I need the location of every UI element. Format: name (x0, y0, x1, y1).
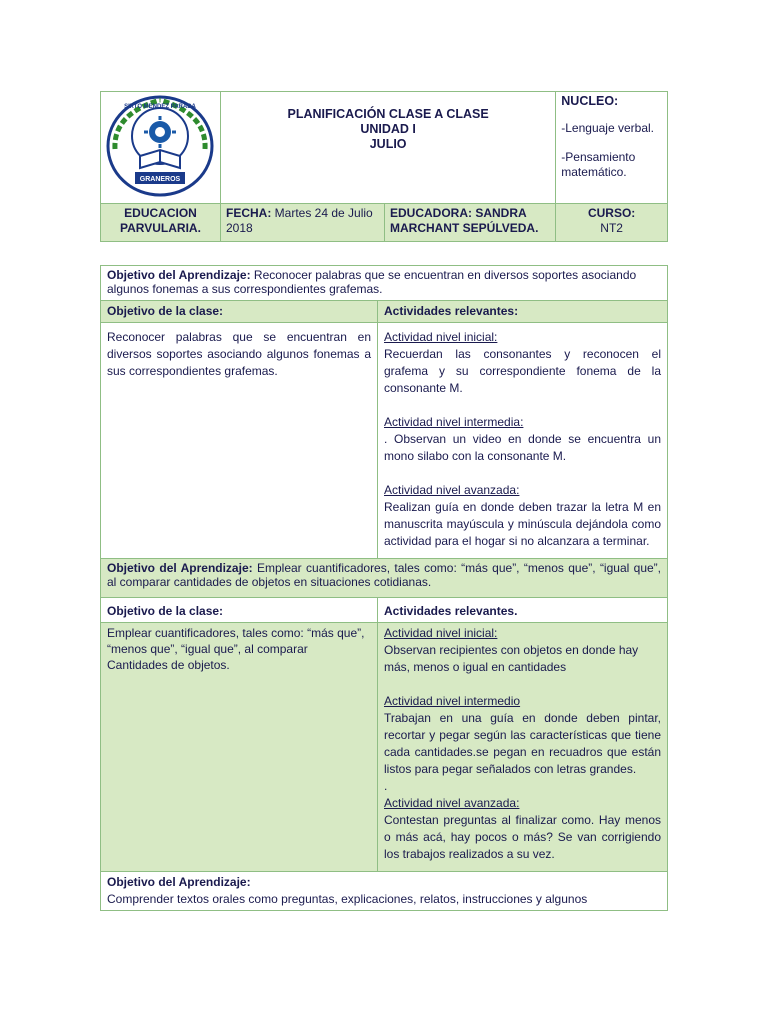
activity-text: . Observan un video en donde se encuentra un mono silabo con la consonante M. (384, 432, 661, 463)
curso-cell (556, 204, 668, 242)
activity-text: Contestan preguntas al finalizar como. Hay menos o más acá, hay pocos o más? Se van corrigiendo los trabajos realizados a su vez. (384, 813, 661, 861)
activity-title: Actividad nivel avanzada: (384, 796, 520, 810)
logo-cell (101, 92, 221, 204)
title-line-2: UNIDAD I (360, 122, 416, 136)
nucleo-item: -Lenguaje verbal. (561, 121, 654, 135)
activity-text: Realizan guía en donde deben trazar la letra M en manuscrita mayúscula y minúscula dejándola como actividad para el hogar si no alcanzara a terminar. (384, 500, 661, 548)
activities-list: Actividad nivel inicial: Observan recipientes con objetos en donde hay más, menos o igual en cantidades Actividad nivel intermedio Trabajan en una guía en donde deben pintar, recortar y pegar según las características que tiene cada cantidades.se pegan en recuadros que están listos para pegar señalados con letras grandes. . Actividad nivel avanzada: Contestan preguntas al finalizar como. Hay menos o más acá, hay pocos o más? Se van corrigiendo los trabajos realizados a su vez. (384, 626, 661, 861)
fecha-educadora-cell (220, 204, 555, 242)
nucleo-label: NUCLEO: (561, 94, 619, 108)
objective-text: Reconocer palabras que se encuentran en diversos soportes asociando algunos fonemas a sus correspondientes grafemas. (107, 268, 637, 296)
curso-value: NT2 (600, 221, 623, 235)
activities-header: Actividades relevantes. (384, 604, 518, 618)
level-cell: EDUCACION PARVULARIA. (101, 204, 221, 242)
svg-text:SIXTO MENDEZ PARADA: SIXTO MENDEZ PARADA (124, 104, 196, 110)
section-body-1 (101, 323, 667, 559)
objective-label: Objetivo del Aprendizaje: (107, 875, 251, 889)
class-objective-header: Objetivo de la clase: (101, 598, 378, 622)
title-cell (220, 92, 555, 204)
nucleo-item: -Pensamiento matemático. (561, 150, 636, 179)
fecha-cell (221, 204, 385, 241)
objective-text: Comprender textos orales como preguntas, explicaciones, relatos, instrucciones y algunos (107, 892, 588, 906)
column-headers-2 (101, 598, 667, 623)
activities-header: Actividades relevantes: (384, 304, 519, 318)
curso-label: CURSO: (587, 206, 636, 220)
learning-objective-2 (101, 559, 667, 598)
activity-text: Observan recipientes con objetos en donde hay más, menos o igual en cantidades (384, 643, 639, 674)
learning-objective-3 (101, 872, 667, 910)
svg-text:GRANEROS: GRANEROS (139, 176, 181, 183)
title-line-1: PLANIFICACIÓN CLASE A CLASE (287, 107, 489, 121)
fecha-value: Martes 24 de Julio 2018 (225, 206, 373, 235)
activities-list (378, 323, 667, 558)
school-logo (105, 94, 215, 198)
activity-title: Actividad nivel avanzada: (384, 483, 520, 497)
educadora-cell: EDUCADORA: SANDRA MARCHANT SEPÚLVEDA. (389, 206, 539, 235)
header-table (100, 91, 668, 242)
fecha-label: FECHA: (225, 206, 272, 220)
column-headers-1 (101, 301, 667, 323)
activity-title: Actividad nivel intermedio (384, 694, 521, 708)
objective-label: Objetivo del Aprendizaje: (107, 561, 253, 575)
activity-text: Recuerdan las consonantes y reconocen el grafema y su correspondiente fonema de la consonante M. (384, 347, 661, 395)
activity-title: Actividad nivel intermedia: (384, 415, 524, 429)
objective-label: Objetivo del Aprendizaje: (107, 268, 251, 282)
class-objective-header: Objetivo de la clase: (101, 301, 378, 322)
section-body-2 (101, 623, 667, 872)
activity-text: Trabajan en una guía en donde deben pintar, recortar y pegar según las características que tiene cada cantidades.se pegan en recuadros que están listos para pegar señalados con letras grandes. (384, 711, 661, 776)
activity-title: Actividad nivel inicial: (384, 626, 498, 640)
objective-text: Emplear cuantificadores, tales como: “más que”, “menos que”, “igual que”, al comparar cantidades de objetos en situaciones cotidianas. (107, 561, 661, 589)
nucleo-cell (556, 92, 668, 204)
learning-objective-1 (101, 266, 667, 301)
class-objective-text: Emplear cuantificadores, tales como: “más que”, “menos que”, “igual que”, al comparar Cantidades de objetos. (101, 623, 378, 871)
planning-table (100, 265, 668, 911)
activity-title: Actividad nivel inicial: (384, 330, 498, 344)
title-line-3: JULIO (369, 137, 407, 151)
class-objective-text: Reconocer palabras que se encuentran en diversos soportes asociando algunos fonemas a sus correspondientes grafemas. (101, 323, 378, 558)
